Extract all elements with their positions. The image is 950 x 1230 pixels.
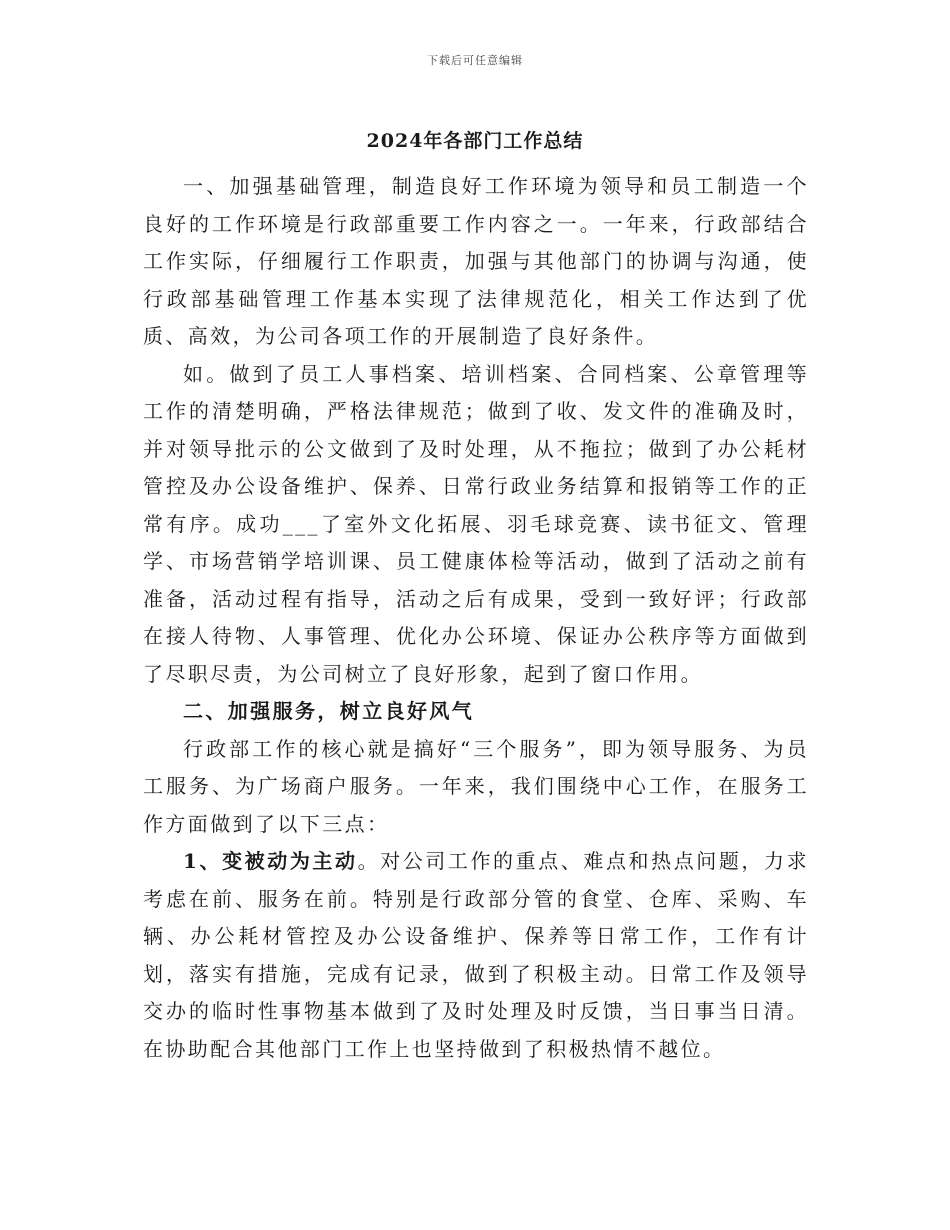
document-body	[143, 168, 809, 1068]
paragraph-examples: 如。做到了员工人事档案、培训档案、合同档案、公章管理等工作的清楚明确，严格法律规范；做到了收、发文件的准确及时，并对领导批示的公文做到了及时处理，从不拖拉；做到了办公耗材管控及办公设备维护、保养、日常行政业务结算和报销等工作的正常有序。成功___了室外文化拓展、羽毛球竞赛、读书征文、管理学、市场营销学培训课、员工健康体检等活动，做到了活动之前有准备，活动过程有指导，活动之后有成果，受到一致好评；行政部在接人待物、人事管理、优化办公环境、保证办公秩序等方面做到了尽职尽责，为公司树立了良好形象，起到了窗口作用。	[143, 361, 809, 686]
point-1-body: 。对公司工作的重点、难点和热点问题，力求考虑在前、服务在前。特别是行政部分管的食堂、仓库、采购、车辆、办公耗材管控及办公设备维护、保养等日常工作，工作有计划，落实有措施，完成有记录，做到了积极主动。日常工作及领导交办的临时性事物基本做到了及时处理及时反馈，当日事当日清。在协助配合其他部门工作上也坚持做到了积极热情不越位。	[143, 849, 809, 1061]
paragraph-basic-management: 一、加强基础管理，制造良好工作环境为领导和员工制造一个良好的工作环境是行政部重要工作内容之一。一年来，行政部结合工作实际，仔细履行工作职责，加强与其他部门的协调与沟通，使行政部基础管理工作基本实现了法律规范化，相关工作达到了优质、高效，为公司各项工作的开展制造了良好条件。	[143, 174, 809, 348]
point-1-lead: 1、变被动为主动	[183, 849, 358, 873]
section-heading-service: 二、加强服务，树立良好风气	[183, 699, 475, 723]
paragraph-point-1	[143, 843, 809, 1068]
page-header-note: 下载后可任意编辑	[427, 54, 523, 67]
document-title: 2024年各部门工作总结	[366, 130, 584, 152]
paragraph-three-services: 行政部工作的核心就是搞好“三个服务”，即为领导服务、为员工服务、为广场商户服务。一年来，我们围绕中心工作，在服务工作方面做到了以下三点：	[143, 736, 809, 836]
